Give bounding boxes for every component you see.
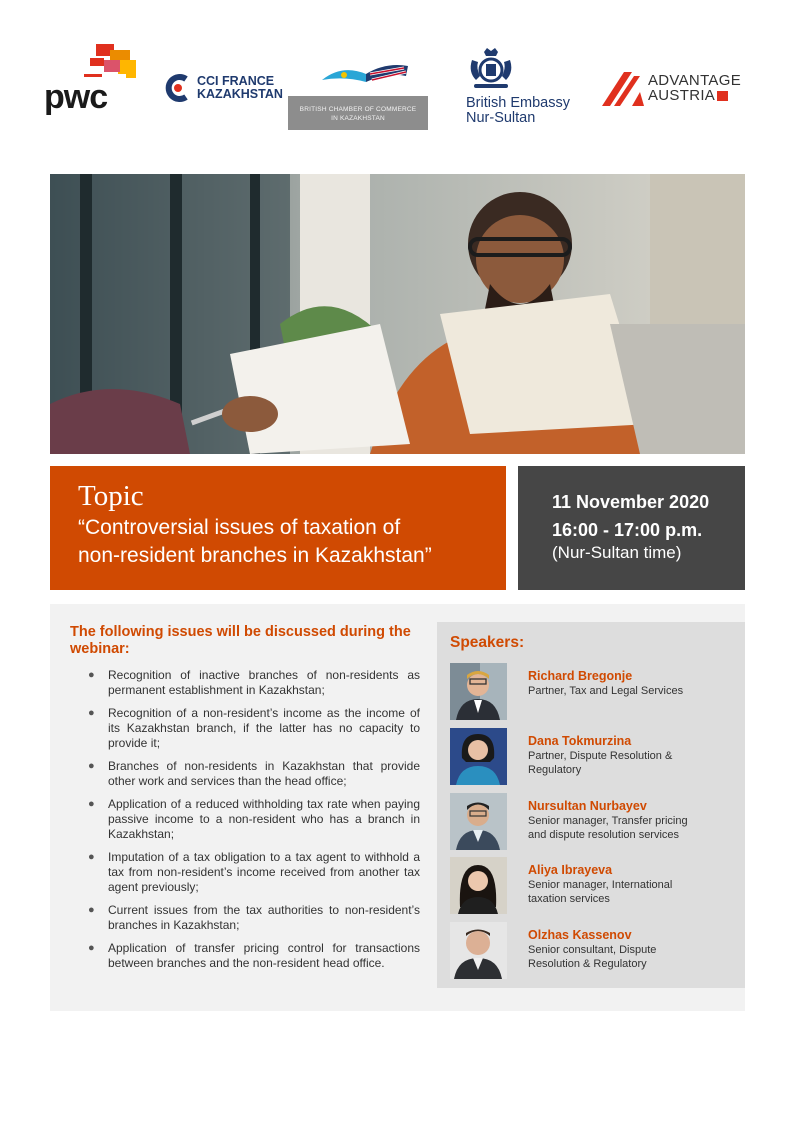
- speaker-role: Partner, Tax and Legal Services: [528, 685, 684, 697]
- advantage-line-1: ADVANTAGE: [648, 72, 741, 89]
- advantage-line-2: AUSTRIA: [648, 88, 741, 103]
- cci-france-kazakhstan-logo: [164, 73, 283, 105]
- bullet-icon: ●: [88, 707, 95, 719]
- topic-title: [78, 514, 506, 570]
- speaker-card: [450, 793, 740, 851]
- event-date: 11 November 2020: [552, 492, 710, 512]
- speaker-name: Nursultan Nurbayev: [528, 799, 647, 813]
- topic-title-line-1: “Controversial issues of taxation of: [78, 516, 401, 539]
- event-date-box: [518, 466, 745, 590]
- advantage-a-icon: [602, 72, 646, 106]
- speaker-card: [450, 922, 740, 980]
- speaker-role: Senior manager, International taxation services: [528, 879, 673, 905]
- details-section: [50, 604, 745, 1011]
- embassy-line-2: Nur-Sultan: [466, 110, 536, 126]
- speaker-role: Senior consultant, Dispute Resolution & Regulatory: [528, 944, 657, 970]
- speaker-name: Aliya Ibrayeva: [528, 863, 613, 877]
- hero-photo: [50, 174, 745, 454]
- topic-title-line-2: non-resident branches in Kazakhstan”: [78, 544, 432, 567]
- speaker-card: [450, 728, 740, 786]
- speaker-name: Olzhas Kassenov: [528, 928, 632, 942]
- speaker-card: [450, 663, 740, 721]
- issues-heading: The following issues will be discussed during the webinar:: [70, 624, 411, 657]
- speaker-name: Richard Bregonje: [528, 669, 633, 683]
- avatar: [450, 728, 507, 785]
- cci-line-2: KAZAKHSTAN: [197, 87, 283, 101]
- speaker-role: Senior manager, Transfer pricing and dispute resolution services: [528, 815, 688, 841]
- advantage-austria-logo: [602, 72, 752, 106]
- speakers-heading: Speakers:: [450, 634, 525, 651]
- list-item: ● Application of transfer pricing control for transactions between branches and the non-resident head office.: [88, 941, 420, 970]
- british-embassy-logo: [464, 46, 584, 128]
- royal-crest-icon: [466, 46, 516, 92]
- topic-banner: [50, 466, 506, 590]
- pwc-wordmark: pwc: [44, 78, 108, 116]
- bcc-line-2: IN KAZAKHSTAN: [331, 115, 385, 122]
- avatar: [450, 663, 507, 720]
- british-chamber-logo: [288, 62, 428, 130]
- event-timezone: (Nur-Sultan time): [552, 543, 682, 562]
- avatar: [450, 857, 507, 914]
- topic-heading: Topic: [78, 480, 144, 512]
- bullet-icon: ●: [88, 851, 95, 863]
- list-item: ● Recognition of inactive branches of non-residents as permanent establishment in Kazakhstan;: [88, 668, 420, 697]
- avatar: [450, 793, 507, 850]
- bullet-icon: ●: [88, 760, 95, 772]
- cci-line-1: CCI FRANCE: [197, 74, 275, 88]
- event-time: 16:00 - 17:00 p.m.: [552, 520, 703, 540]
- avatar: [450, 922, 507, 979]
- bullet-icon: ●: [88, 942, 95, 954]
- bullet-icon: ●: [88, 798, 95, 810]
- bullet-icon: ●: [88, 904, 95, 916]
- wko-badge-icon: [717, 91, 728, 101]
- pwc-logo: [44, 44, 140, 116]
- cci-circle-icon: [164, 73, 192, 103]
- issues-list: [86, 668, 420, 979]
- list-item: ● Current issues from the tax authorities to non-resident’s branches in Kazakhstan;: [88, 903, 420, 932]
- list-item: ● Imputation of a tax obligation to a tax agent to withhold a tax from non-resident’s income received from another tax agent previously;: [88, 850, 420, 894]
- list-item: ● Branches of non-residents in Kazakhstan that provide other work and services than the head office;: [88, 759, 420, 788]
- speaker-role: Partner, Dispute Resolution & Regulatory: [528, 750, 673, 776]
- speakers-panel: [437, 622, 745, 988]
- bullet-icon: ●: [88, 669, 95, 681]
- embassy-line-1: British Embassy: [466, 95, 570, 111]
- flags-bird-icon: [320, 62, 410, 86]
- bcc-line-1: BRITISH CHAMBER OF COMMERCE: [299, 106, 417, 113]
- list-item: ● Recognition of a non-resident’s income as the income of its Kazakhstan branch, if the latter has no capacity to provide it;: [88, 706, 420, 750]
- speaker-card: [450, 857, 740, 915]
- list-item: ● Application of a reduced withholding tax rate when paying passive income to a non-resident who has a branch in Kazakhstan;: [88, 797, 420, 841]
- speaker-name: Dana Tokmurzina: [528, 734, 632, 748]
